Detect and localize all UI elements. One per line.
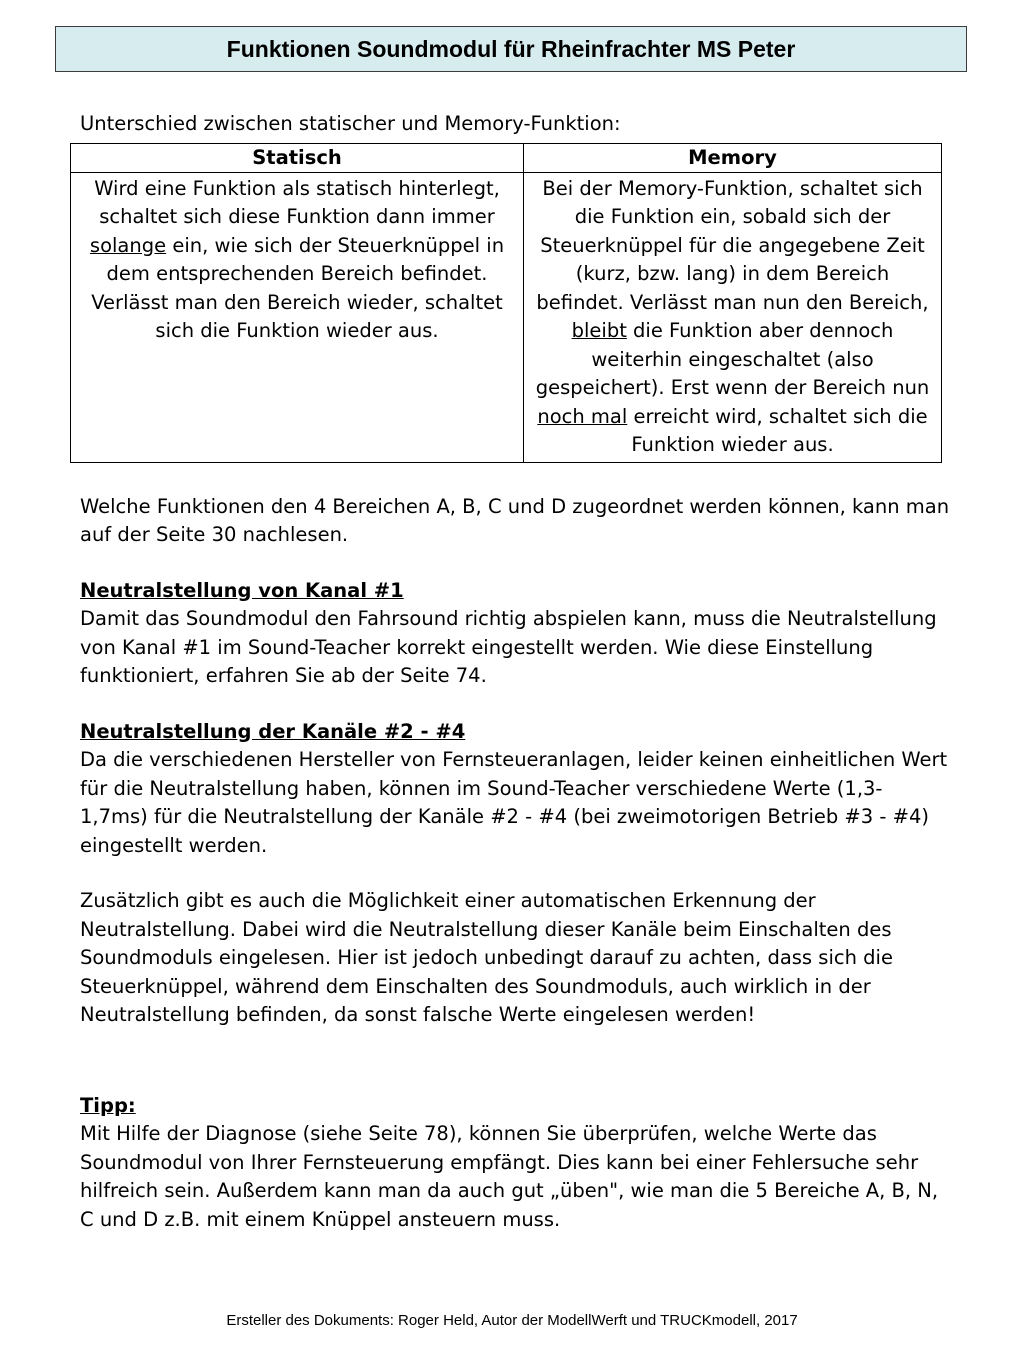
page-title-box: [55, 26, 967, 72]
tipp-text: Mit Hilfe der Diagnose (siehe Seite 78), können Sie überprüfen, welche Werte das Soundmodul von Ihrer Fernsteuerung empfängt. Dies kann bei einer Fehlersuche sehr hilfreich sein. Außerdem kann man da auch gut „üben", wie man die 5 Bereiche A, B, N, C und D z.B. mit einem Knüppel ansteuern muss.: [80, 1122, 939, 1231]
bereiche-paragraph: Welche Funktionen den 4 Bereichen A, B, C und D zugeordnet werden können, kann man auf der Seite 30 nachlesen.: [80, 494, 950, 546]
cell-text: erreicht wird, schaltet sich die Funktion wieder aus.: [627, 404, 928, 456]
underlined-text: noch mal: [537, 404, 628, 428]
cell-text: Bei der Memory-Funktion, schaltet sich die Funktion ein, sobald sich der Steuerknüppel für die angegebene Zeit (kurz, bzw. lang) in dem Bereich befindet. Verlässt man nun den Bereich,: [536, 176, 929, 314]
cell-text: die Funktion aber dennoch weiterhin eingeschaltet (also gespeichert). Erst wenn der Bereich nun: [535, 319, 930, 399]
main-content: [80, 110, 950, 1234]
section2-text: Da die verschiedenen Hersteller von Fernsteueranlagen, leider keinen einheitlichen Wert für die Neutralstellung haben, können im Sound-Teacher verschiedene Werte (1,3-1,7ms) für die Neutralstellung der Kanäle #2 - #4 (bei zweimotorigen Betrieb #3 - #4) eingestellt werden.: [80, 748, 948, 857]
cell-memory: [524, 172, 942, 462]
page-title: Funktionen Soundmodul für Rheinfrachter MS Peter: [226, 35, 796, 62]
section2-heading: Neutralstellung der Kanäle #2 - #4: [80, 719, 466, 743]
header-statisch: Statisch: [71, 143, 524, 172]
cell-text: Wird eine Funktion als statisch hinterlegt, schaltet sich diese Funktion dann immer: [94, 176, 500, 228]
comparison-table: [70, 143, 942, 463]
cell-statisch: [71, 172, 524, 462]
underlined-text: bleibt: [571, 319, 627, 342]
section2-text2: Zusätzlich gibt es auch die Möglichkeit einer automatischen Erkennung der Neutralstellung. Dabei wird die Neutralstellung dieser Kanäle beim Einschalten des Soundmoduls eingelesen. Hier ist jedoch unbedingt darauf zu achten, dass sich die Steuerknüppel, während dem Einschalten des Soundmoduls, auch wirklich in der Neutralstellung befinden, da sonst falsche Werte eingelesen werden!: [80, 889, 893, 1026]
header-memory: Memory: [524, 143, 942, 172]
footer-text: Ersteller des Dokuments: Roger Held, Autor der ModellWerft und TRUCKmodell, 2017: [226, 1312, 798, 1329]
underlined-text: solange: [89, 233, 167, 257]
cell-text: ein, wie sich der Steuerknüppel in dem entsprechenden Bereich befindet. Verlässt man den Bereich wieder, schaltet sich die Funktion wieder aus.: [91, 233, 505, 342]
table-row: [71, 172, 942, 462]
table-header-row: [71, 143, 942, 172]
section1-heading: Neutralstellung von Kanal #1: [80, 578, 404, 602]
intro-text: Unterschied zwischen statischer und Memory-Funktion:: [80, 112, 621, 135]
tipp-heading: Tipp:: [80, 1093, 136, 1117]
section1-text: Damit das Soundmodul den Fahrsound richtig abspielen kann, muss die Neutralstellung von Kanal #1 im Sound-Teacher korrekt eingestellt werden. Wie diese Einstellung funktioniert, erfahren Sie ab der Seite 74.: [80, 607, 937, 687]
